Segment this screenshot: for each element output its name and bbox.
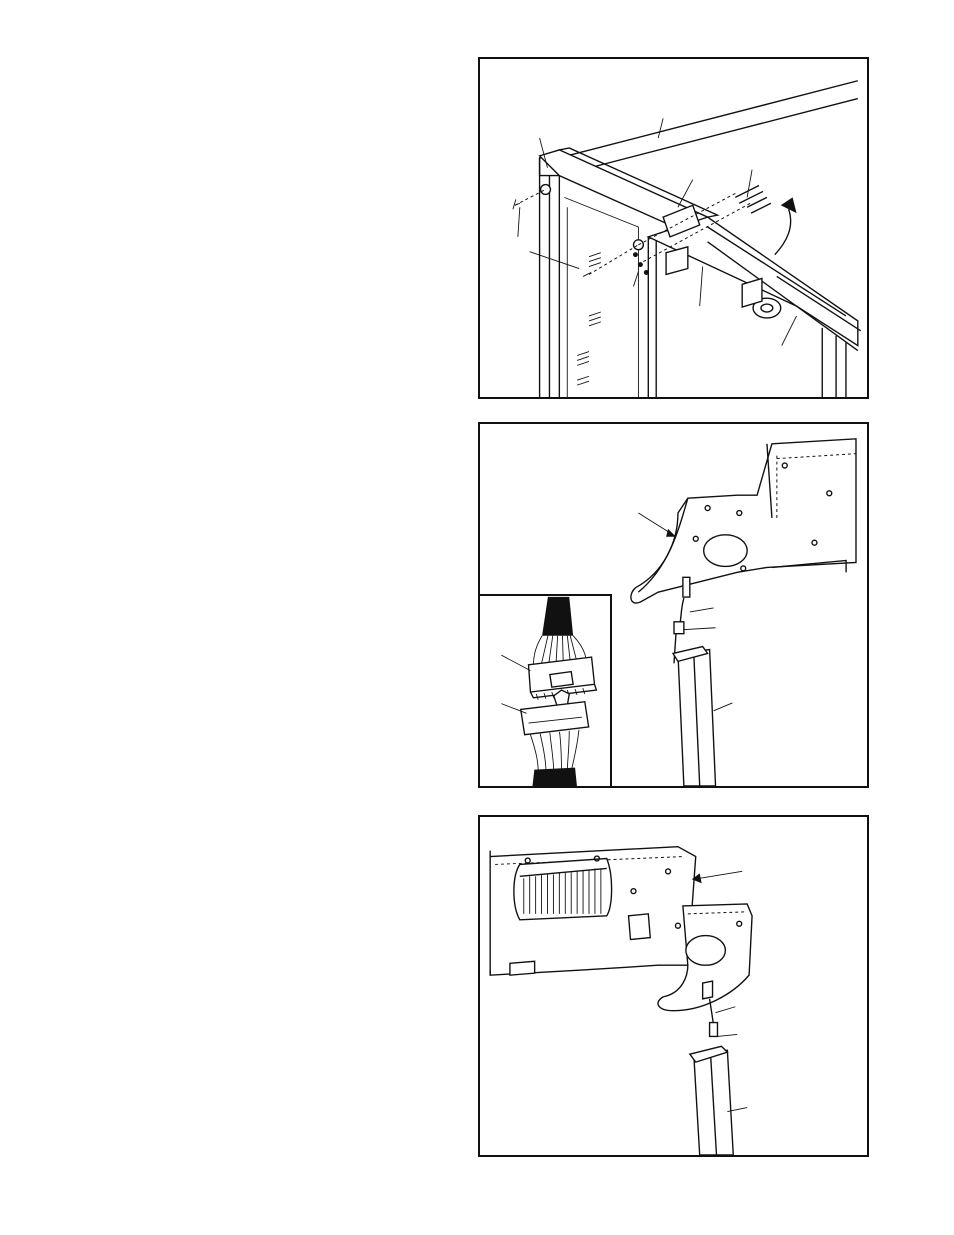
- connector-detail-illustration: [480, 596, 610, 788]
- wire-plug: [703, 981, 713, 999]
- console-speaker: [704, 535, 748, 567]
- leader-male: [501, 704, 526, 714]
- figure-console-wire-connection: [478, 422, 869, 788]
- leader-female: [501, 655, 530, 671]
- figure-console-attach-illustration: [480, 817, 867, 1155]
- instruction-text-column: [0, 0, 470, 1235]
- console-window: [629, 914, 651, 940]
- wire-plug: [683, 577, 690, 597]
- figure-console-base-attach: [478, 815, 869, 1157]
- curved-arrow-icon: [775, 197, 797, 254]
- motor-panel: [564, 197, 638, 397]
- console-ribbed-cover: [514, 859, 612, 920]
- connector-male: [521, 702, 589, 735]
- vent-slots: [577, 253, 601, 385]
- figure-upright-bolts-illustration: [480, 59, 867, 397]
- wire-strands-bottom: [530, 730, 579, 772]
- wire-bundle-bottom: [532, 768, 577, 787]
- console-speaker: [686, 936, 726, 966]
- console-base: [631, 439, 856, 603]
- upper-crossbar: [559, 81, 857, 158]
- wire-bundle-top: [542, 597, 573, 636]
- connector-detail-inset: [478, 594, 612, 788]
- figure-upright-bolts: [478, 57, 869, 399]
